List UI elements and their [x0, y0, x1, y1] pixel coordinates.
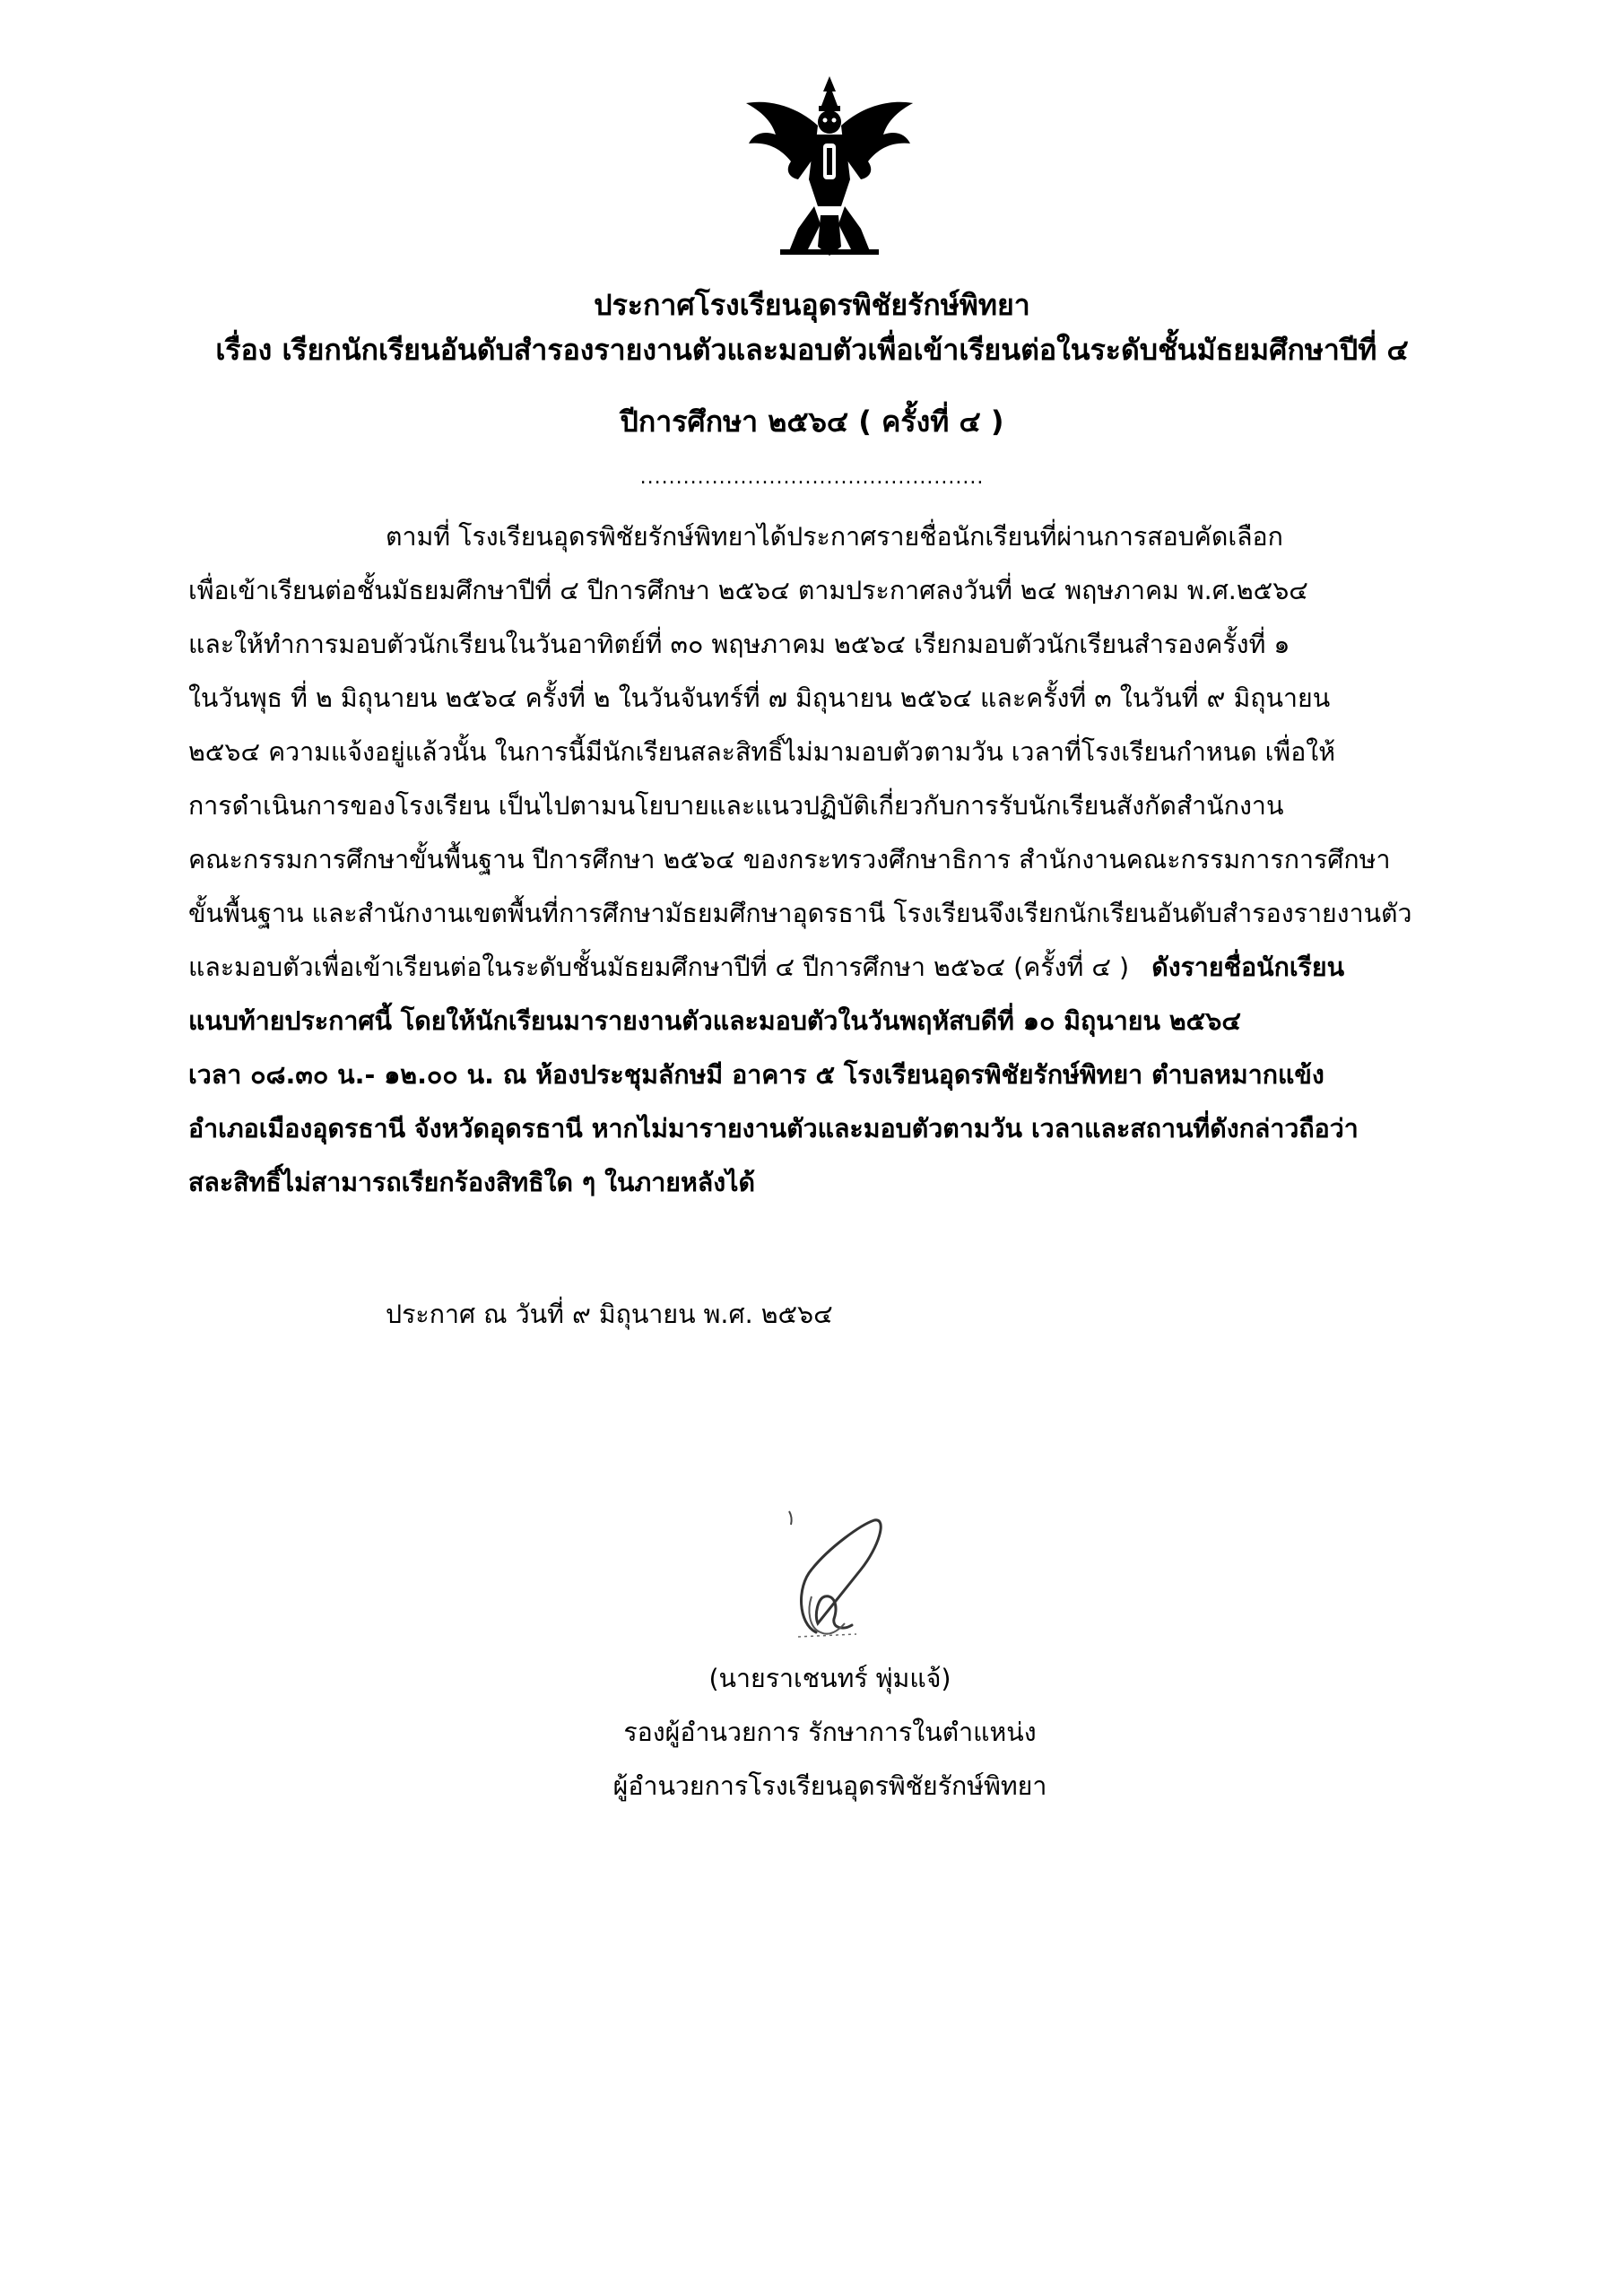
- signer-position: รองผู้อำนวยการ รักษาการในตำแหน่ง: [623, 1718, 1037, 1747]
- body-line: คณะกรรมการศึกษาขั้นพื้นฐาน ปีการศึกษา ๒๕๖๔ ของกระทรวงศึกษาธิการ สำนักงานคณะกรรมการการศึกษา: [188, 845, 1391, 874]
- body-line: ตามที่ โรงเรียนอุดรพิชัยรักษ์พิทยาได้ประกาศรายชื่อนักเรียนที่ผ่านการสอบคัดเลือก: [386, 522, 1283, 552]
- body-bold-line: สละสิทธิ์ไม่สามารถเรียกร้องสิทธิใด ๆ ในภายหลังได้: [188, 1168, 756, 1197]
- body-bold-line: อำเภอเมืองอุดรธานี จังหวัดอุดรธานี หากไม่มารายงานตัวและมอบตัวตามวัน เวลาและสถานที่ดังกล่าวถือว่า: [188, 1114, 1359, 1144]
- garuda-emblem-icon: [735, 72, 924, 260]
- announcement-subject: เรื่อง เรียกนักเรียนอันดับสำรองรายงานตัวและมอบตัวเพื่อเข้าเรียนต่อในระดับชั้นมัธยมศึกษาปีที่ ๔: [215, 333, 1409, 367]
- signer-position-title: ผู้อำนวยการโรงเรียนอุดรพิชัยรักษ์พิทยา: [612, 1771, 1047, 1801]
- separator-dots: ................................................: [639, 466, 985, 489]
- body-line: และให้ทำการมอบตัวนักเรียนในวันอาทิตย์ที่ ๓๐ พฤษภาคม ๒๕๖๔ เรียกมอบตัวนักเรียนสำรองครั้งที่ ๑: [188, 630, 1290, 659]
- body-bold-line: แนบท้ายประกาศนี้ โดยให้นักเรียนมารายงานตัวและมอบตัวในวันพฤหัสบดีที่ ๑๐ มิถุนายน ๒๕๖๔: [188, 1006, 1241, 1036]
- handwritten-signature: [762, 1498, 897, 1650]
- announcement-title: ประกาศโรงเรียนอุดรพิชัยรักษ์พิทยา: [594, 288, 1030, 322]
- body-line: การดำเนินการของโรงเรียน เป็นไปตามนโยบายและแนวปฏิบัติเกี่ยวกับการรับนักเรียนสังกัดสำนักงาน: [188, 791, 1284, 821]
- body-line: เพื่อเข้าเรียนต่อชั้นมัธยมศึกษาปีที่ ๔ ปีการศึกษา ๒๕๖๔ ตามประกาศลงวันที่ ๒๔ พฤษภาคม พ.ศ.๒๕๖๔: [188, 576, 1308, 605]
- body-bold-line: เวลา ๐๘.๓๐ น.- ๑๒.๐๐ น. ณ ห้องประชุมลักษมี อาคาร ๕ โรงเรียนอุดรพิชัยรักษ์พิทยา ตำบลหมากแข้ง: [188, 1060, 1324, 1090]
- announcement-subject-year: ปีการศึกษา ๒๕๖๔ ( ครั้งที่ ๔ ): [620, 404, 1004, 439]
- announcement-date: ประกาศ ณ วันที่ ๙ มิถุนายน พ.ศ. ๒๕๖๔: [386, 1300, 833, 1329]
- body-line-text: และมอบตัวเพื่อเข้าเรียนต่อในระดับชั้นมัธยมศึกษาปีที่ ๔ ปีการศึกษา ๒๕๖๔ (ครั้งที่ ๔ ): [188, 952, 1130, 982]
- body-line-bold-tail: ดังรายชื่อนักเรียน: [1151, 952, 1345, 982]
- body-line: ๒๕๖๔ ความแจ้งอยู่แล้วนั้น ในการนี้มีนักเรียนสละสิทธิ์ไม่มามอบตัวตามวัน เวลาที่โรงเรียนกำหนด เพื่อให้: [188, 737, 1336, 767]
- body-line: ขั้นพื้นฐาน และสำนักงานเขตพื้นที่การศึกษามัธยมศึกษาอุดรธานี โรงเรียนจึงเรียกนักเรียนอันดับสำรองรายงานตัว: [188, 899, 1412, 928]
- body-line: [188, 946, 1344, 987]
- signer-name: (นายราเชนทร์ พุ่มแจ้): [708, 1664, 951, 1693]
- body-line: ในวันพุธ ที่ ๒ มิถุนายน ๒๕๖๔ ครั้งที่ ๒ ในวันจันทร์ที่ ๗ มิถุนายน ๒๕๖๔ และครั้งที่ ๓ ในวันที่ ๙ มิถุนายน: [188, 683, 1331, 713]
